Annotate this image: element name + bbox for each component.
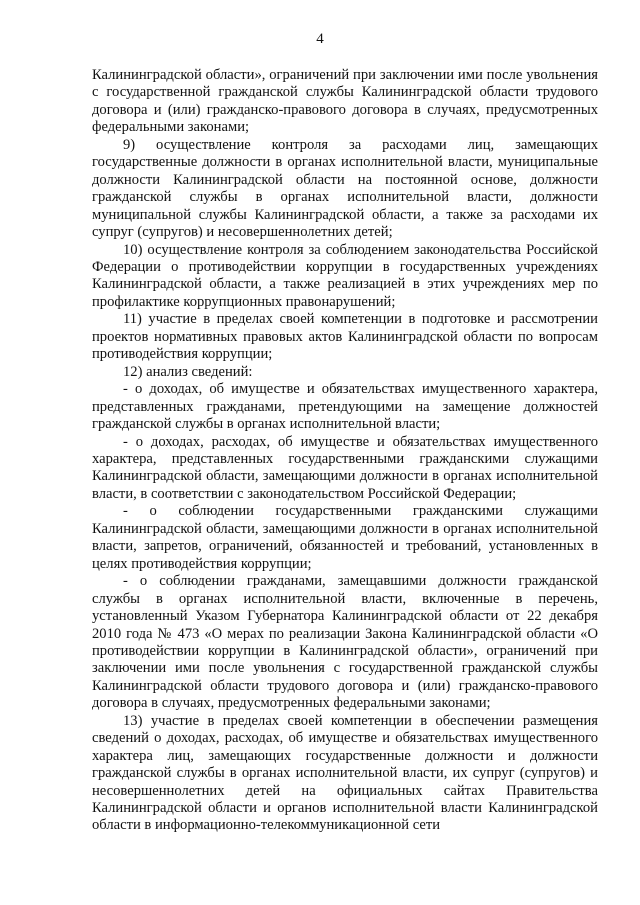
- paragraph-item-10: 10) осуществление контроля за соблюдением законодательства Российской Федерации о противодействии коррупции в государственных учреждениях Калининградской области, а также реализацией в этих учреждениях мер по профилактике коррупционных правонарушений;: [92, 241, 598, 310]
- paragraph-subitem-compliance-servants: - о соблюдении государственными гражданскими служащими Калининградской области, замещающими должности в органах исполнительной власти, запретов, ограничений, обязанностей и требований, установленных в целях противодействия коррупции;: [92, 503, 598, 572]
- paragraph-item-11: 11) участие в пределах своей компетенции в подготовке и рассмотрении проектов нормативных правовых актов Калининградской области по вопросам противодействия коррупции;: [92, 311, 598, 363]
- paragraph-item-9: 9) осуществление контроля за расходами лиц, замещающих государственные должности в органах исполнительной власти, муниципальные должности Калининградской области на постоянной основе, должности гражданской службы в органах исполнительной власти, должности муниципальной службы Калининградской области, а также за расходами их супруг (супругов) и несовершеннолетних детей;: [92, 136, 598, 241]
- page-number: 4: [316, 31, 324, 47]
- paragraph-subitem-income-candidates: - о доходах, об имуществе и обязательствах имущественного характера, представленных гражданами, претендующими на замещение должностей гражданской службы в органах исполнительной власти;: [92, 381, 598, 433]
- paragraph-subitem-compliance-former: - о соблюдении гражданами, замещавшими должности гражданской службы в органах исполнительной власти, включенные в перечень, установленный Указом Губернатора Калининградской области от 22 декабря 2010 года № 473 «О мерах по реализации Закона Калининградской области «О противодействии коррупции в Калининградской области», ограничений при заключении ими после увольнения с государственной гражданской службы Калининградской области трудового договора и (или) гражданско-правового договора в случаях, предусмотренных федеральными законами;: [92, 573, 598, 712]
- paragraph-continuation: Калининградской области», ограничений при заключении ими после увольнения с государственной гражданской службы Калининградской области трудового договора и (или) гражданско-правового договора в случаях, предусмотренных федеральными законами;: [92, 67, 598, 136]
- paragraph-item-12: 12) анализ сведений:: [123, 363, 253, 380]
- paragraph-item-13: 13) участие в пределах своей компетенции в обеспечении размещения сведений о доходах, расходах, об имуществе и обязательствах имущественного характера лиц, замещающих государственные должности и должности гражданской службы в органах исполнительной власти, их супруг (супругов) и несовершеннолетних детей на официальных сайтах Правительства Калининградской области и органов исполнительной власти Калининградской области в информационно-телекоммуникационной сети: [92, 712, 598, 834]
- document-body: [92, 67, 598, 835]
- paragraph-subitem-income-servants: - о доходах, расходах, об имуществе и обязательствах имущественного характера, представленных государственными гражданскими служащими Калининградской области, замещающими должности в органах исполнительной власти, в соответствии с законодательством Российской Федерации;: [92, 433, 598, 502]
